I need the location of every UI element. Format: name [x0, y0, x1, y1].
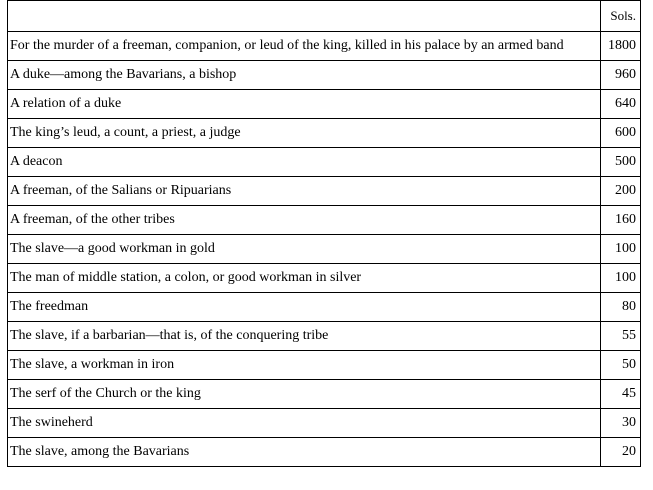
table-row [8, 438, 641, 467]
row-description: A relation of a duke [8, 90, 601, 119]
table-row [8, 90, 641, 119]
row-value: 80 [601, 293, 641, 322]
table-row [8, 351, 641, 380]
row-description: A freeman, of the Salians or Ripuarians [8, 177, 601, 206]
row-value: 160 [601, 206, 641, 235]
table-row [8, 177, 641, 206]
table-row [8, 235, 641, 264]
table-row [8, 409, 641, 438]
row-value: 200 [601, 177, 641, 206]
row-value: 600 [601, 119, 641, 148]
table-row [8, 322, 641, 351]
row-value: 45 [601, 380, 641, 409]
row-description: For the murder of a freeman, companion, or leud of the king, killed in his palace by an armed band [8, 32, 601, 61]
row-description: A duke—among the Bavarians, a bishop [8, 61, 601, 90]
row-description: The slave, if a barbarian—that is, of the conquering tribe [8, 322, 601, 351]
row-value: 500 [601, 148, 641, 177]
row-value: 30 [601, 409, 641, 438]
row-description: The swineherd [8, 409, 601, 438]
row-description: The king’s leud, a count, a priest, a judge [8, 119, 601, 148]
table-header-row [8, 1, 641, 32]
table-row [8, 264, 641, 293]
row-value: 640 [601, 90, 641, 119]
table-row [8, 293, 641, 322]
table-row [8, 380, 641, 409]
row-description: A freeman, of the other tribes [8, 206, 601, 235]
row-description: A deacon [8, 148, 601, 177]
row-value: 100 [601, 235, 641, 264]
row-value: 20 [601, 438, 641, 467]
row-value: 50 [601, 351, 641, 380]
row-value: 960 [601, 61, 641, 90]
row-value: 55 [601, 322, 641, 351]
wergild-table [7, 0, 641, 467]
row-description: The serf of the Church or the king [8, 380, 601, 409]
table-row [8, 61, 641, 90]
row-description: The slave, among the Bavarians [8, 438, 601, 467]
table-row [8, 148, 641, 177]
header-value-cell: Sols. [601, 1, 641, 32]
row-value: 1800 [601, 32, 641, 61]
table-row [8, 206, 641, 235]
row-description: The slave—a good workman in gold [8, 235, 601, 264]
table-row [8, 32, 641, 61]
row-description: The slave, a workman in iron [8, 351, 601, 380]
row-description: The freedman [8, 293, 601, 322]
row-description: The man of middle station, a colon, or good workman in silver [8, 264, 601, 293]
row-value: 100 [601, 264, 641, 293]
table-row [8, 119, 641, 148]
header-description-cell [8, 1, 601, 32]
